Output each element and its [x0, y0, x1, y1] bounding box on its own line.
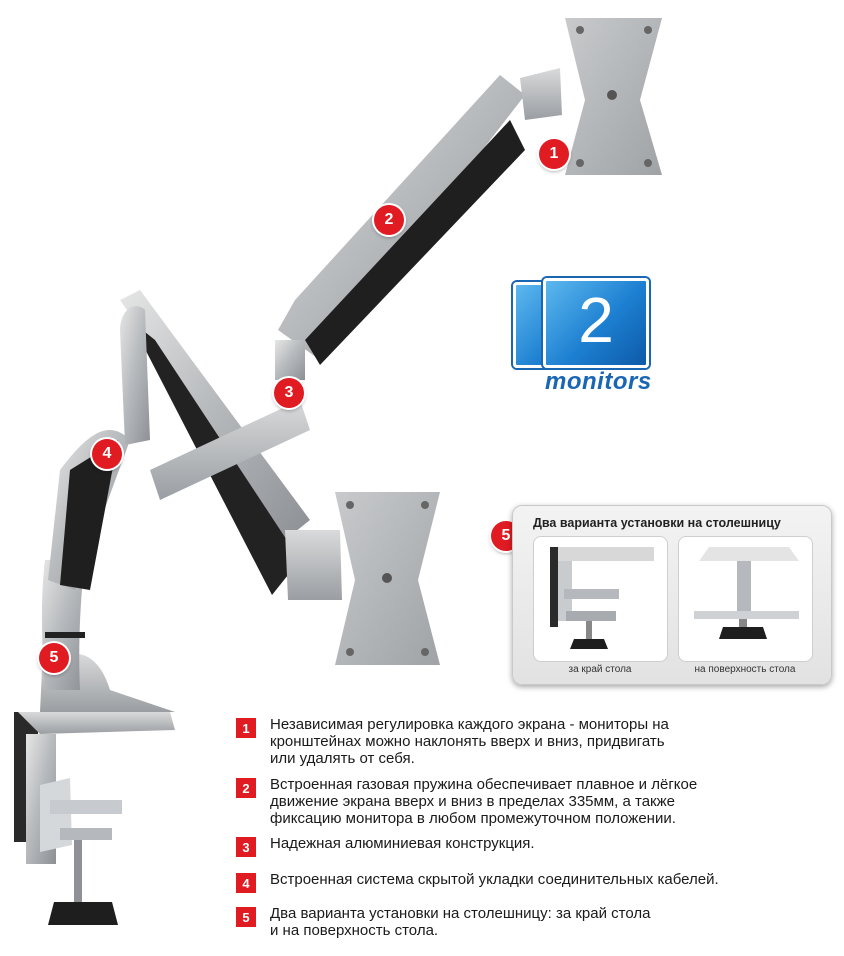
desk-clamp: [14, 712, 175, 925]
variant-surface-photo: [678, 536, 813, 662]
surface-mount-image: [679, 537, 812, 661]
marker-4: 4: [92, 439, 122, 469]
feature-number: 2: [236, 778, 256, 798]
variant-surface-caption: на поверхность стола: [694, 664, 796, 675]
feature-text: Два варианта установки на столешницу: за край стола и на поверхность стола.: [270, 905, 651, 939]
feature-number: 1: [236, 718, 256, 738]
feature-text: Встроенная газовая пружина обеспечивает плавное и лёгкое движение экрана вверх и вниз в пределах 335мм, а также фиксацию монитора в любом промежуточном положении.: [270, 776, 698, 827]
feature-text: Надежная алюминиевая конструкция.: [270, 835, 535, 852]
marker-2: 2: [374, 205, 404, 235]
marker-1: 1: [539, 139, 569, 169]
feature-text: Встроенная система скрытой укладки соединительных кабелей.: [270, 871, 719, 888]
two-monitors-logo: [505, 272, 655, 412]
logo-word: monitors: [545, 368, 652, 395]
edge-clamp-image: [534, 537, 667, 661]
logo-number: 2: [578, 284, 614, 356]
card-marker: 5: [491, 521, 521, 551]
variant-edge-caption: за край стола: [568, 664, 632, 675]
feature-number: 5: [236, 907, 256, 927]
install-variants-card: [512, 505, 832, 685]
feature-number: 3: [236, 837, 256, 857]
feature-text: Независимая регулировка каждого экрана - мониторы на кронштейнах можно наклонять вверх и вниз, придвигать или удалять от себя.: [270, 716, 669, 767]
install-card-title: Два варианта установки на столешницу: [533, 516, 781, 530]
upper-arm: [120, 75, 525, 500]
marker-5: 5: [39, 643, 69, 673]
feature-number: 4: [236, 873, 256, 893]
marker-3: 3: [274, 378, 304, 408]
variant-edge-photo: [533, 536, 668, 662]
